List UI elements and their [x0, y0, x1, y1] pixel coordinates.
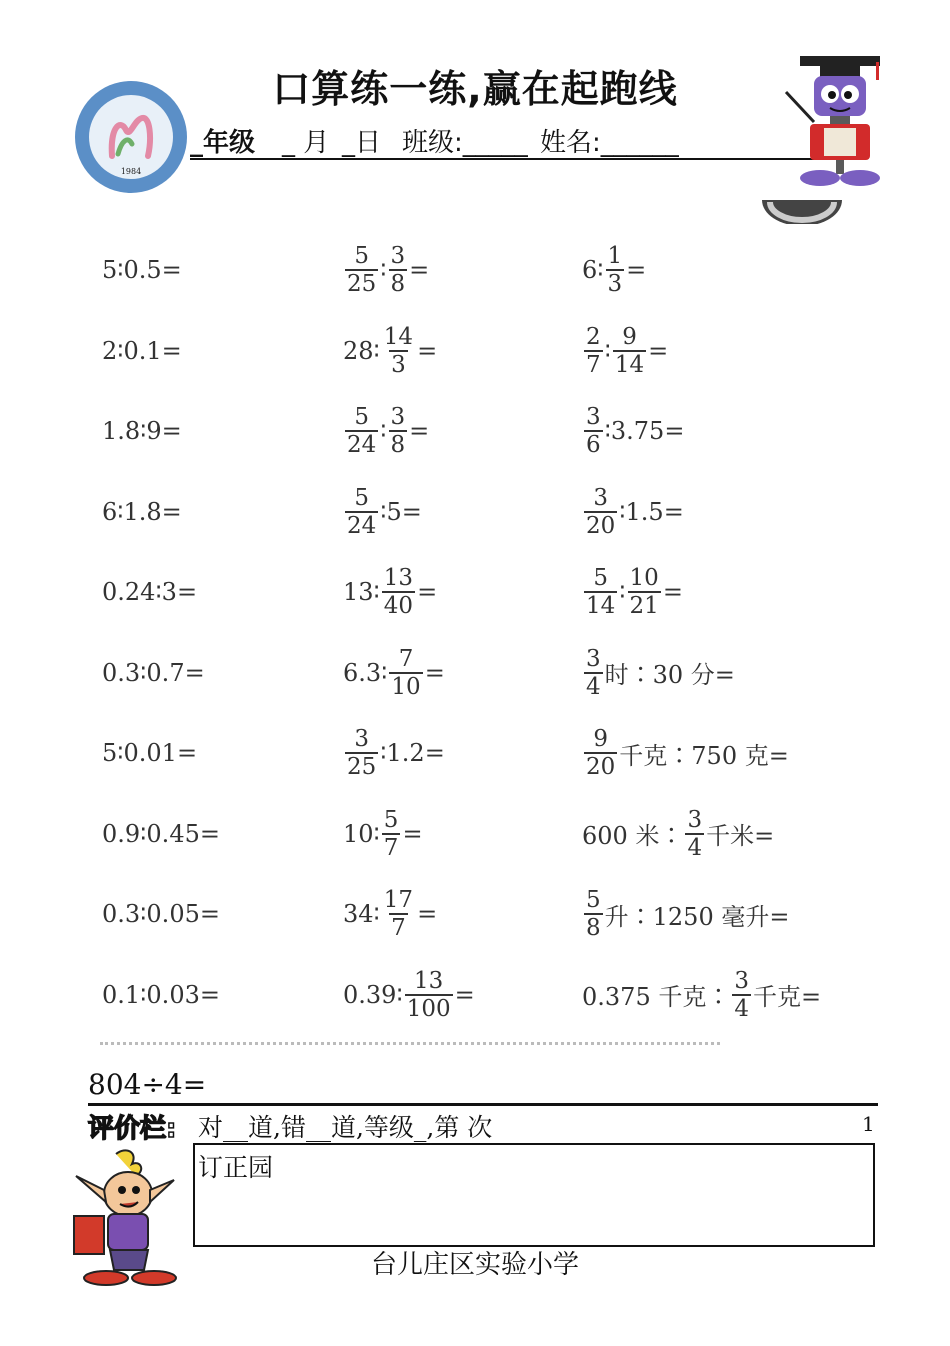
problem-text: 6∶1.8= [102, 497, 182, 526]
denominator: 3 [391, 351, 406, 378]
problem-text: 千克∶750 克= [619, 741, 789, 770]
problem-item [582, 641, 735, 705]
problem-text: ∶3.75= [604, 417, 685, 445]
denominator: 100 [406, 995, 451, 1022]
problem-text: 2∶0.1= [102, 336, 182, 365]
numerator: 2 [586, 323, 601, 350]
problem-item [343, 399, 429, 463]
problem-item [582, 882, 789, 946]
fraction [732, 968, 751, 1022]
ratio-operator: ∶ [604, 336, 611, 365]
denominator: 7 [391, 915, 406, 941]
fraction [389, 243, 408, 297]
bonus-problem: 804÷4= [88, 1068, 207, 1101]
denominator: 4 [586, 673, 601, 700]
ratio-operator: ∶ [373, 336, 380, 365]
problem-text: 0.3∶0.05= [102, 900, 220, 928]
fraction [405, 968, 453, 1022]
name-field[interactable]: 姓名:______ [540, 128, 679, 158]
problem-item [102, 480, 182, 544]
problem-item [102, 238, 182, 302]
numerator: 3 [390, 243, 406, 269]
denominator: 8 [390, 271, 406, 297]
numerator: 1 [607, 243, 623, 269]
equals-sign: = [662, 578, 683, 606]
problem-text: 34 [343, 900, 374, 928]
problem-item [582, 399, 684, 463]
problem-item [582, 319, 668, 383]
denominator: 20 [586, 512, 616, 539]
equals-sign: = [417, 336, 438, 365]
problem-item [102, 963, 220, 1027]
school-name-footer: 台儿庄区实验小学 [370, 1250, 579, 1280]
equals-sign: = [409, 256, 430, 284]
fraction [584, 565, 617, 619]
ratio-operator: ∶ [373, 900, 380, 928]
numerator: 3 [734, 967, 749, 994]
ratio-operator: ∶ [396, 980, 403, 1009]
equals-sign: = [402, 819, 423, 848]
denominator: 21 [629, 593, 659, 619]
fraction [628, 565, 661, 619]
numerator: 5 [354, 243, 369, 269]
fraction [584, 485, 617, 539]
fraction [382, 324, 415, 378]
numerator: 9 [593, 726, 608, 752]
denominator: 10 [391, 673, 421, 700]
problem-text: 时∶30 分= [604, 661, 735, 689]
denominator: 4 [687, 834, 703, 861]
denominator: 40 [383, 593, 414, 619]
denominator: 14 [586, 593, 616, 619]
denominator: 8 [390, 432, 406, 458]
numerator: 3 [586, 645, 601, 672]
denominator: 4 [734, 995, 749, 1022]
fraction [584, 646, 603, 700]
problem-item [102, 721, 197, 785]
problem-text: 6.3 [343, 658, 382, 687]
ratio-operator: ∶ [373, 819, 380, 848]
fraction [345, 726, 378, 780]
fraction [382, 565, 415, 619]
problem-item [343, 963, 475, 1027]
equals-sign: = [409, 417, 430, 445]
problem-item [343, 641, 445, 705]
correction-box[interactable] [193, 1143, 875, 1247]
fraction [584, 726, 617, 780]
denominator: 14 [614, 351, 645, 378]
problem-item [343, 480, 422, 544]
problem-item [343, 238, 429, 302]
problem-text: 5∶0.01= [102, 739, 198, 767]
problem-text: 0.39 [343, 980, 397, 1009]
numerator: 9 [622, 323, 637, 350]
denominator: 7 [586, 351, 601, 378]
denominator: 8 [586, 915, 601, 941]
problem-item [102, 399, 182, 463]
denominator: 6 [586, 432, 601, 458]
problem-text: 600 米∶ [582, 822, 684, 850]
problem-text: 0.1∶0.03= [102, 980, 220, 1009]
problem-item [343, 560, 437, 624]
denominator: 25 [347, 754, 377, 780]
student-info-line [190, 118, 840, 160]
numerator: 5 [354, 484, 369, 511]
problem-item [102, 560, 197, 624]
cropped-text-line [100, 1040, 720, 1050]
coin-decoration [760, 198, 844, 224]
ratio-operator: ∶ [619, 578, 626, 606]
problem-text: ∶1.2= [380, 739, 445, 767]
numerator: 13 [414, 967, 444, 994]
equals-sign: = [454, 980, 475, 1009]
ratio-operator: ∶ [380, 256, 387, 284]
numerator: 13 [383, 565, 414, 591]
equals-sign: = [424, 658, 445, 687]
problem-item [582, 963, 821, 1027]
fraction [389, 646, 422, 700]
evaluation-fields[interactable]: 对__道,错__道,等级_,第 次 [198, 1113, 493, 1142]
denominator: 3 [607, 271, 623, 297]
problem-text: 千米= [706, 822, 775, 850]
problem-item [343, 319, 437, 383]
problem-text: 千克= [752, 983, 822, 1011]
problem-text: 0.375 千克∶ [582, 983, 731, 1011]
problem-item [102, 641, 205, 705]
divider-line [88, 1103, 878, 1106]
fraction [389, 404, 408, 458]
numerator: 3 [390, 404, 406, 430]
ratio-operator: ∶ [597, 256, 604, 284]
worksheet-title: 口算练一练,赢在起跑线 [272, 67, 678, 111]
grade-field[interactable]: _年级 [190, 128, 256, 158]
problem-text: 升∶1250 毫升= [604, 902, 790, 931]
numerator: 5 [383, 806, 399, 833]
problem-text: 5∶0.5= [102, 256, 182, 284]
fraction [606, 243, 625, 297]
problem-text: 10 [343, 819, 374, 848]
numerator: 3 [354, 726, 369, 752]
problem-text: 0.3∶0.7= [102, 658, 205, 687]
problem-item [582, 560, 683, 624]
denominator: 24 [347, 512, 377, 539]
problem-item [582, 480, 684, 544]
problem-text: 13 [343, 578, 374, 606]
logo-year: 1984 [120, 167, 142, 176]
denominator: 25 [347, 271, 377, 297]
evaluation-label: 评价栏: [88, 1114, 177, 1144]
fraction [345, 404, 378, 458]
problem-item [102, 802, 220, 866]
problem-item [582, 238, 646, 302]
ratio-operator: ∶ [373, 578, 380, 606]
problem-item [343, 802, 423, 866]
problem-text: 0.24∶3= [102, 578, 198, 606]
equals-sign: = [417, 578, 438, 606]
elf-mascot-illustration [66, 1146, 186, 1288]
problem-item [582, 802, 774, 866]
fraction [584, 324, 603, 378]
ratio-operator: ∶ [381, 658, 388, 687]
denominator: 20 [586, 754, 616, 780]
problem-item [343, 721, 445, 785]
equals-sign: = [417, 900, 438, 928]
fraction [382, 887, 415, 941]
class-field[interactable]: 班级:_____ [402, 128, 528, 158]
denominator: 7 [383, 834, 399, 861]
equals-sign: = [648, 336, 669, 365]
numerator: 5 [586, 887, 601, 913]
problem-item [582, 721, 789, 785]
numerator: 14 [383, 323, 414, 350]
problem-text: 0.9∶0.45= [102, 819, 220, 848]
page-number: 1 [862, 1112, 875, 1136]
numerator: 3 [586, 404, 601, 430]
fraction [613, 324, 646, 378]
numerator: 3 [593, 484, 608, 511]
numerator: 5 [593, 565, 608, 591]
fraction [685, 807, 704, 861]
numerator: 5 [354, 404, 369, 430]
fraction [584, 404, 603, 458]
fraction [584, 887, 603, 941]
problem-text: 6 [582, 256, 598, 284]
ratio-operator: ∶ [380, 417, 387, 445]
problem-item [343, 882, 437, 946]
problem-text: ∶1.5= [619, 497, 684, 526]
problem-text: ∶5= [380, 497, 422, 526]
problem-item [102, 882, 220, 946]
equals-sign: = [626, 256, 647, 284]
month-field[interactable]: _ 月 [282, 128, 330, 158]
day-field[interactable]: _日 [342, 128, 382, 158]
school-logo [72, 78, 190, 196]
numerator: 17 [383, 887, 414, 913]
numerator: 10 [629, 565, 659, 591]
fraction [345, 485, 378, 539]
fraction [345, 243, 378, 297]
robot-mascot-illustration [780, 52, 890, 190]
numerator: 7 [398, 645, 414, 672]
problem-text: 28 [343, 336, 374, 365]
correction-label: 订正园 [198, 1153, 274, 1182]
problem-text: 1.8∶9= [102, 417, 182, 445]
denominator: 24 [347, 432, 377, 458]
numerator: 3 [687, 806, 703, 833]
problem-item [102, 319, 182, 383]
fraction [382, 807, 401, 861]
